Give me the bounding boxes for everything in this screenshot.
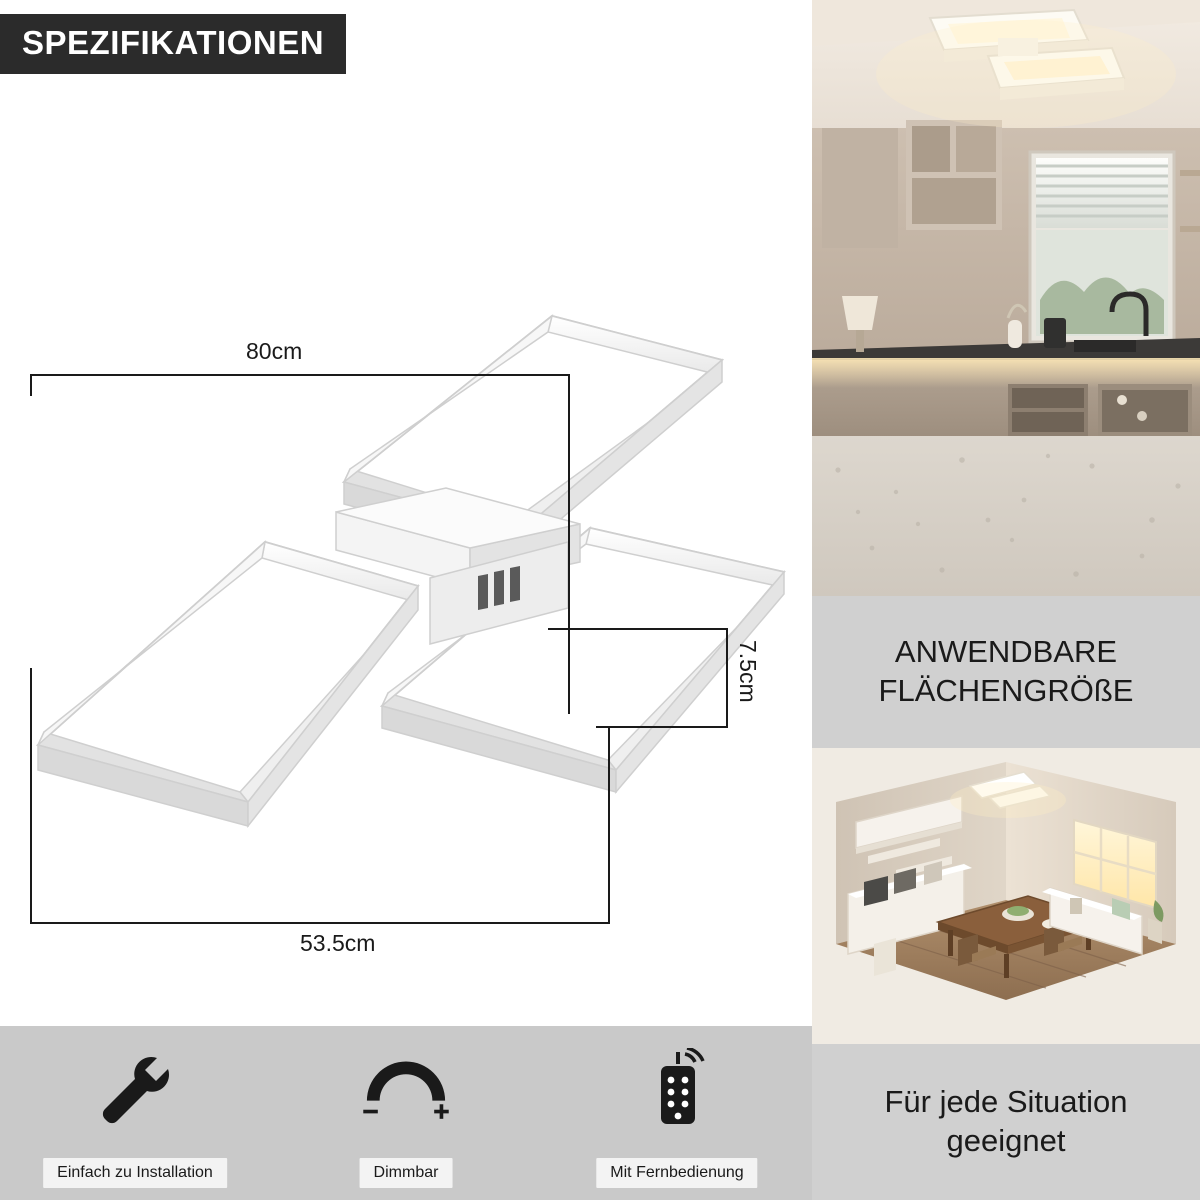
caption-situation-text	[885, 1083, 1128, 1161]
dimension-tick-height	[726, 628, 728, 728]
lamp-frame-left	[38, 542, 418, 826]
feature-item-remote	[542, 1026, 812, 1200]
feature-item-installation	[0, 1026, 270, 1200]
feature-label-dimmable: Dimmbar	[360, 1158, 453, 1188]
feature-label-remote: Mit Fernbedienung	[596, 1158, 757, 1188]
dimension-line-height-bottom	[596, 726, 728, 728]
dimension-tick-right-bottom	[608, 726, 610, 924]
caption-area-size-text	[879, 633, 1134, 711]
lamp-illustration	[0, 110, 812, 1020]
caption-area-size-line2: FLÄCHENGRÖßE	[878, 673, 1134, 708]
spec-badge: SPEZIFIKATIONEN	[0, 14, 346, 74]
caption-situation-line2: geeignet	[946, 1123, 1066, 1158]
dimension-line-width-top	[30, 374, 570, 376]
dimension-label-height: 7.5cm	[735, 640, 761, 703]
wrench-icon	[85, 1048, 185, 1126]
application-panel	[812, 0, 1200, 1200]
technical-drawing	[0, 110, 812, 1020]
feature-item-dimmable	[271, 1026, 541, 1200]
dimmer-icon	[356, 1048, 456, 1126]
feature-label-installation: Einfach zu Installation	[43, 1158, 227, 1188]
remote-control-icon	[627, 1048, 727, 1126]
feature-strip	[0, 1026, 812, 1200]
caption-situation-line1: Für jede Situation	[884, 1084, 1128, 1120]
caption-situation	[812, 1044, 1200, 1200]
room-illustration	[812, 748, 1200, 1044]
dimension-label-width-bottom: 53.5cm	[300, 930, 376, 956]
dimension-line-width-bottom	[30, 922, 610, 924]
dimension-tick-left-bottom	[30, 668, 32, 924]
dimension-tick-right-top	[568, 374, 570, 714]
kitchen-scene	[812, 0, 1200, 596]
caption-area-size-line1: ANWENDBARE	[894, 634, 1118, 670]
dimension-tick-left-top	[30, 374, 32, 396]
kitchen-photo	[812, 0, 1200, 596]
dimension-line-height-top	[548, 628, 728, 630]
isometric-room-scene	[812, 748, 1200, 1044]
dimension-label-width-top: 80cm	[246, 338, 303, 364]
caption-area-size	[812, 596, 1200, 748]
